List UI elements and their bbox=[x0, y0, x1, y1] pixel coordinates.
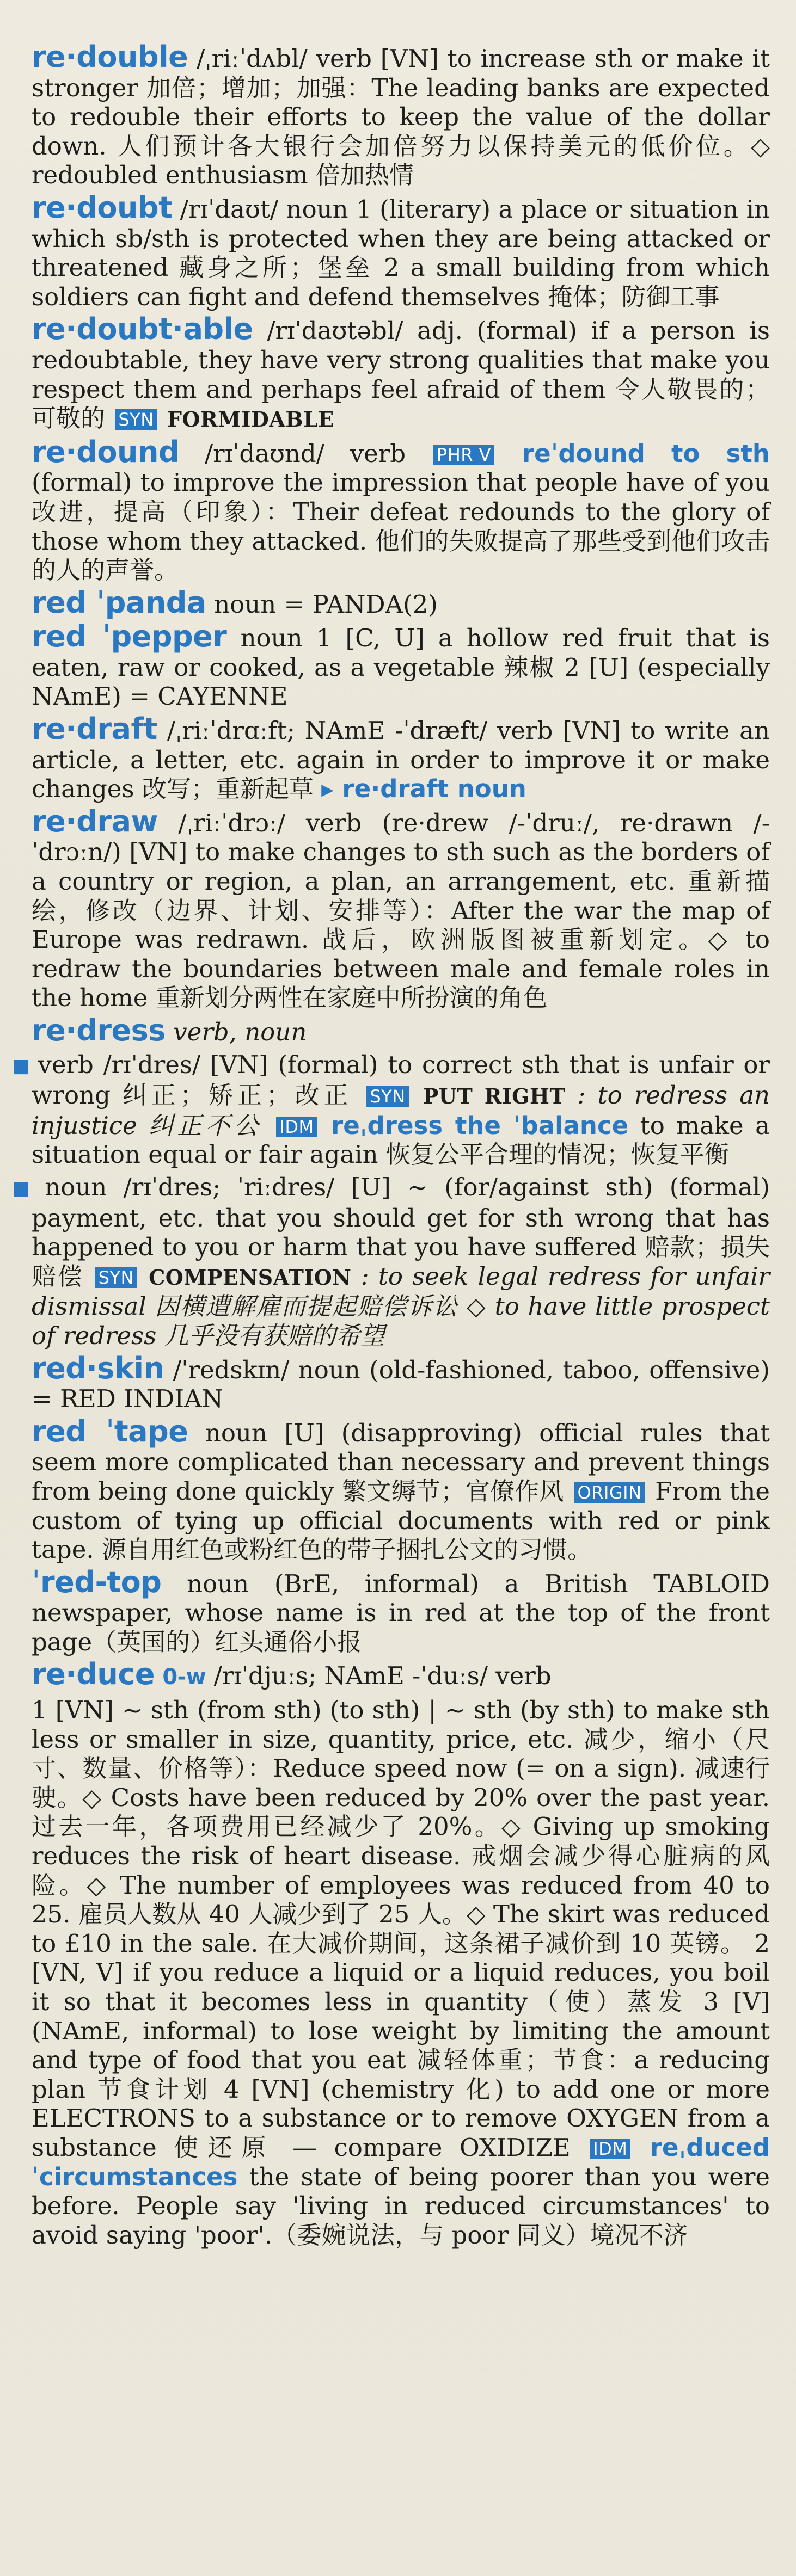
headword: re·draw bbox=[32, 804, 158, 839]
headword: re·double bbox=[32, 40, 188, 74]
verb-body: verb /rɪˈdres/ [VN] (formal) to correct sth that is unfair or wrong 纠正；矫正；改正 bbox=[32, 1050, 770, 1110]
reduce-sense-1 bbox=[32, 1696, 770, 2250]
syn-label: SYN bbox=[366, 1086, 408, 1107]
entry-body: noun = PANDA(2) bbox=[214, 589, 438, 619]
sense-body: 3 [V] (NAmE, informal) to lose weight by limiting the amount and type of food that you eat 减轻体重；节食：a reducing plan 节食计划 bbox=[32, 1987, 770, 2104]
entry-redouble bbox=[32, 42, 770, 190]
entry-red-top bbox=[32, 1564, 770, 1657]
part-of-speech: verb, noun bbox=[173, 1018, 307, 1046]
syn-label: SYN bbox=[95, 1267, 137, 1288]
square-bullet-icon: ■ bbox=[12, 1055, 32, 1077]
headword: re·dress bbox=[32, 1013, 166, 1047]
example: : to redress an injustice 纠正不公 bbox=[32, 1081, 770, 1140]
headword: red·skin bbox=[32, 1351, 164, 1385]
idm-label: IDM bbox=[590, 2139, 630, 2159]
headword: re·doubt bbox=[32, 190, 173, 225]
sense-body: 1 [VN] ~ sth (from sth) (to sth) | ~ sth (by sth) to make sth less or smaller in size, quantity, price, etc. 减少，缩小（尺寸、数量、价格等）：Reduce speed now (= on a sign). 减速行驶。◇ Costs have been reduced by 20% over the past year. 过去一年，各项费用已经减少了 20%。◇ Giving up smoking reduces the risk of heart disease. 戒烟会减少得心脏病的风险。◇ The number of employees was reduced from 40 to 25. 雇员人数从 40 人减少到了 25 人。◇ The skirt was reduced to £10 in the sale. 在大减价期间，这条裙子减价到 10 英镑。 bbox=[32, 1696, 770, 1958]
sense-body: 4 [VN] (chemistry 化) to add one or more ELECTRONS to a substance or to remove OXYGEN from a substance 使还原 — compare OXIDIZE bbox=[32, 2074, 770, 2162]
pronunciation: /rɪˈdjuːs; NAmE -ˈduːs/ verb bbox=[213, 1661, 552, 1691]
entry-red-tape bbox=[32, 1414, 770, 1564]
synonym-word: PUT RIGHT bbox=[423, 1084, 566, 1109]
entry-body: noun [U] (disapproving) official rules that seem more complicated than necessary and prevent things from being done quickly 繁文缛节；官僚作风 bbox=[32, 1418, 770, 1506]
phrv-label: PHR V bbox=[433, 445, 494, 465]
headword: red ˈtape bbox=[32, 1414, 188, 1449]
synonym-word: COMPENSATION bbox=[149, 1265, 352, 1290]
entry-body: noun (BrE, informal) a British TABLOID newspaper, whose name is in red at the top of the front page（英国的）红头通俗小报 bbox=[32, 1569, 770, 1656]
idm-label: IDM bbox=[276, 1117, 317, 1137]
example: : to seek legal redress for unfair dismissal 因横遭解雇而提起赔偿诉讼 ◇ to have little prospect of redress 几乎没有获赔的希望 bbox=[32, 1261, 770, 1350]
headword: re·duce bbox=[32, 1657, 155, 1692]
headword: red ˈpepper bbox=[32, 619, 227, 654]
sense-body: 2 [VN, V] if you reduce a liquid or a liquid reduces, you boil it so that it becomes less in quantity（使）蒸发 bbox=[32, 1928, 770, 2016]
entry-red-pepper bbox=[32, 619, 770, 711]
entry-body: /rɪˈdaʊt/ noun 1 (literary) a place or situation in which sb/sth is protected when they are being attacked or threatened 藏身之所；堡垒 2 a small building from which soldiers can fight and defend themselves 掩体；防御工事 bbox=[32, 194, 770, 311]
entry-redraw bbox=[32, 804, 770, 1013]
headword: red ˈpanda bbox=[32, 585, 206, 620]
entry-redraft bbox=[32, 714, 770, 804]
entry-body: /ˌriːˈdrɑːft; NAmE -ˈdræft/ verb [VN] to write an article, a letter, etc. again in order to improve it or make changes 改写；重新起草 bbox=[32, 716, 770, 804]
entry-body: /ˈredskɪn/ noun (old-fashioned, taboo, offensive) = RED INDIAN bbox=[32, 1355, 770, 1414]
headword: re·draft bbox=[32, 712, 157, 747]
entry-redound bbox=[32, 434, 770, 585]
origin-label: ORIGIN bbox=[574, 1482, 645, 1503]
entry-body: noun 1 [C, U] a hollow red fruit that is eaten, raw or cooked, as a vegetable 辣椒 2 [U] (especially NAmE) = CAYENNE bbox=[32, 624, 770, 711]
syn-label: SYN bbox=[115, 409, 157, 430]
entry-reduce bbox=[32, 1657, 770, 1692]
synonym-word: FORMIDABLE bbox=[167, 407, 334, 432]
pronunciation: /rɪˈdaʊnd/ verb bbox=[204, 439, 406, 468]
entry-body: (formal) to improve the impression that people have of you 改进，提高（印象）：Their defeat redounds to the glory of those whom they attacked. 他们的失败提高了那些受到他们攻击的人的声誉。 bbox=[32, 468, 770, 585]
headword: re·dound bbox=[32, 434, 180, 469]
key-icon: 0-w bbox=[162, 1665, 206, 1690]
sense-redress-noun bbox=[12, 1172, 770, 1351]
entry-body: /rɪˈdaʊtəbl/ adj. (formal) if a person is redoubtable, they have very strong qualities that make you respect them and perhaps feel afraid of them 令人敬畏的；可敬的 bbox=[32, 316, 770, 433]
entry-redress bbox=[32, 1013, 770, 1047]
entry-redoubt bbox=[32, 190, 770, 311]
idiom-head: reˌduced ˈcircumstances bbox=[32, 2133, 770, 2191]
origin-body: From the custom of tying up official documents with red or pink tape. 源自用红色或粉红色的带子捆扎公文的习惯。 bbox=[32, 1476, 770, 1564]
entry-redoubtable bbox=[32, 312, 770, 434]
phrasal-verb-head: reˈdound to sth bbox=[522, 439, 770, 468]
idiom-body: the state of being poorer than you were before. People say 'living in reduced circumstances' to avoid saying 'poor'.（委婉说法，与 poor 同义）境况不济 bbox=[32, 2162, 770, 2250]
entry-redskin bbox=[32, 1351, 770, 1414]
entry-body: /ˌriːˈdʌbl/ verb [VN] to increase sth or make it stronger 加倍；增加；加强：The leading banks are expected to redouble their efforts to keep the value of the dollar down. 人们预计各大银行会加倍努力以保持美元的低价位。◇ redoubled enthusiasm 倍加热情 bbox=[32, 44, 770, 190]
idiom-body: to make a situation equal or fair again 恢复公平合理的情况；恢复平衡 bbox=[32, 1111, 770, 1169]
sense-redress-verb bbox=[12, 1050, 770, 1169]
headword: re·doubt·able bbox=[32, 312, 253, 347]
entry-body: /ˌriːˈdrɔː/ verb (re·drew /-ˈdruː/, re·drawn /-ˈdrɔːn/) [VN] to make changes to sth such as the borders of a country or region, a plan, an arrangement, etc. 重新描绘，修改（边界、计划、安排等）：After the war the map of Europe was redrawn. 战后，欧洲版图被重新划定。◇ to redraw the boundaries between male and female roles in the home 重新划分两性在家庭中所扮演的角色 bbox=[32, 808, 770, 1013]
entry-red-panda bbox=[32, 585, 770, 620]
square-bullet-icon: ■ bbox=[12, 1177, 39, 1199]
derivative: ▸ re·draft noun bbox=[321, 774, 526, 804]
noun-body: noun /rɪˈdres; ˈriːdres/ [U] ~ (for/against sth) (formal) payment, etc. that you should get for sth wrong that has happened to you or harm that you have suffered 赔款；损失赔偿 bbox=[32, 1172, 770, 1291]
headword: ˈred-top bbox=[32, 1564, 162, 1599]
idiom-head: reˌdress the ˈbalance bbox=[331, 1111, 629, 1140]
